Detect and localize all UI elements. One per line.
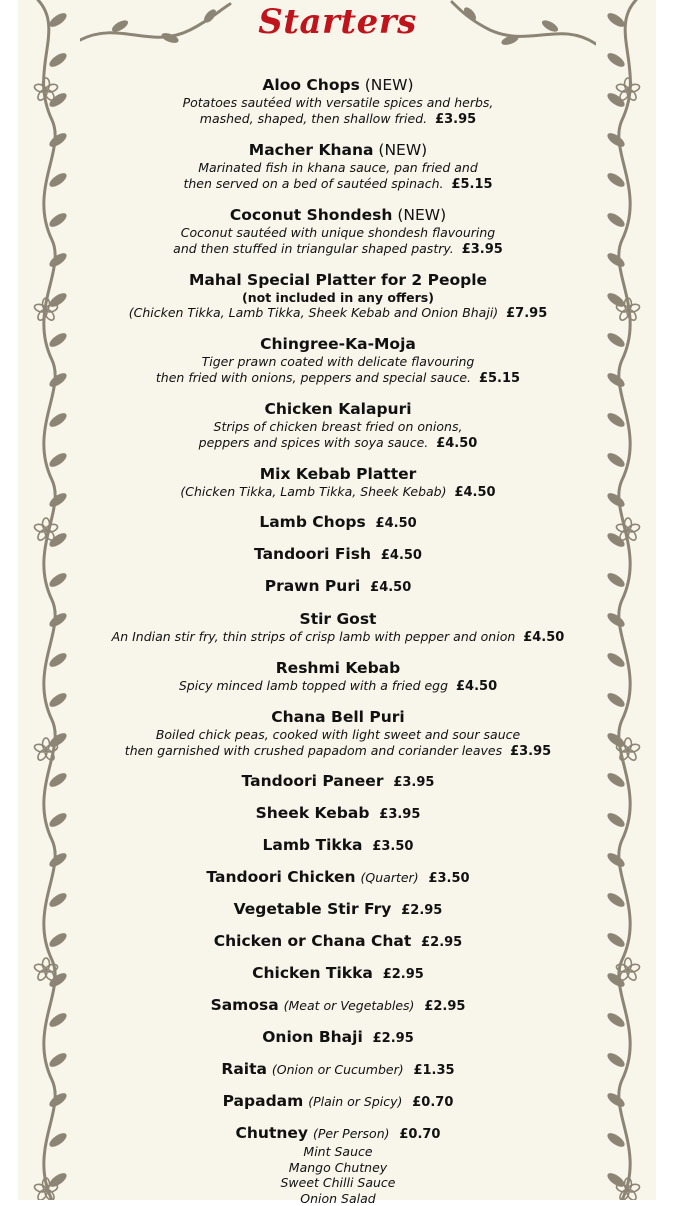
- dish-note: (Per Person): [312, 1126, 390, 1141]
- chutney-option: Onion Salad: [300, 1190, 376, 1206]
- menu-item-heading: [82, 141, 594, 160]
- dish-description: [82, 629, 594, 646]
- dish-price: £3.95: [510, 744, 552, 759]
- dish-price: £1.35: [413, 1063, 455, 1078]
- dish-name: Chicken or Chana Chat: [213, 932, 412, 950]
- menu-item-heading: [82, 900, 594, 920]
- menu-item: [82, 804, 594, 824]
- description-line: Potatoes sautéed with versatile spices and herbs,: [182, 95, 494, 110]
- menu-item-heading: [82, 465, 594, 484]
- dish-description: [82, 419, 594, 452]
- description-line: then served on a bed of sautéed spinach.: [183, 176, 444, 191]
- menu-item: [82, 932, 594, 952]
- menu-item-heading: [82, 932, 594, 952]
- dish-description: [82, 678, 594, 695]
- dish-description: [82, 484, 594, 501]
- description-line: then garnished with crushed papadom and coriander leaves: [124, 743, 503, 758]
- dish-description: [82, 727, 594, 760]
- dish-note: (Onion or Cucumber): [271, 1062, 404, 1077]
- menu-item: [82, 206, 594, 258]
- dish-name: Raita: [221, 1060, 267, 1078]
- description-line: Strips of chicken breast fried on onions,: [213, 419, 463, 434]
- dish-name: Reshmi Kebab: [275, 659, 401, 677]
- dish-price: £4.50: [436, 436, 478, 451]
- menu-item: [82, 513, 594, 533]
- dish-name: Samosa: [210, 996, 279, 1014]
- dish-description: [82, 225, 594, 258]
- menu-item-heading: [82, 964, 594, 984]
- dish-name: Prawn Puri: [264, 577, 361, 595]
- description-line: peppers and spices with soya sauce.: [198, 435, 429, 450]
- menu-item-heading: [82, 271, 594, 290]
- dish-name: Mix Kebab Platter: [259, 465, 417, 483]
- menu-item-heading: [82, 804, 594, 824]
- description-line: mashed, shaped, then shallow fried.: [199, 111, 428, 126]
- new-badge: (NEW): [364, 76, 414, 94]
- menu-item: [82, 1060, 594, 1080]
- menu-item: [82, 900, 594, 920]
- menu-item: [82, 1028, 594, 1048]
- dish-price: £4.50: [454, 485, 496, 500]
- chutney-options: [82, 1144, 594, 1206]
- menu-item-heading: [82, 996, 594, 1016]
- menu-item-heading: [82, 206, 594, 225]
- menu-item-heading: [82, 1028, 594, 1048]
- dish-name: Macher Khana: [248, 141, 374, 159]
- dish-name: Chingree-Ka-Moja: [260, 335, 416, 353]
- dish-price: £2.95: [424, 999, 466, 1014]
- description-line: Tiger prawn coated with delicate flavouring: [201, 354, 475, 369]
- new-badge: (NEW): [378, 141, 428, 159]
- dish-price: £4.50: [380, 548, 422, 563]
- dish-name: Mahal Special Platter for 2 People: [188, 271, 488, 289]
- dish-price: £4.50: [456, 679, 498, 694]
- dish-price: £3.50: [428, 871, 470, 886]
- dish-price: £2.95: [401, 903, 443, 918]
- dish-price: £2.95: [421, 935, 463, 950]
- dish-name: Tandoori Fish: [254, 545, 371, 563]
- menu-item: [82, 659, 594, 695]
- menu-item: [82, 1124, 594, 1206]
- description-line: then fried with onions, peppers and special sauce.: [155, 370, 472, 385]
- dish-description: [82, 160, 594, 193]
- dish-name: Vegetable Stir Fry: [233, 900, 392, 918]
- dish-description: [82, 95, 594, 128]
- menu-item-heading: [82, 545, 594, 565]
- menu-item: [82, 76, 594, 128]
- dish-subnote: (not included in any offers): [242, 290, 434, 305]
- dish-price: £7.95: [506, 306, 548, 321]
- dish-price: £3.95: [393, 775, 435, 790]
- menu-item-heading: [82, 577, 594, 597]
- dish-price: £0.70: [399, 1127, 441, 1142]
- menu-item: [82, 610, 594, 646]
- menu-item: [82, 996, 594, 1016]
- dish-price: £2.95: [382, 967, 424, 982]
- description-line: Boiled chick peas, cooked with light sweet and sour sauce: [155, 727, 521, 742]
- menu-item-heading: [82, 868, 594, 888]
- dish-price: £3.50: [372, 839, 414, 854]
- dish-name: Papadam: [222, 1092, 304, 1110]
- dish-name: Aloo Chops: [262, 76, 360, 94]
- menu-item-heading: [82, 400, 594, 419]
- chutney-option: Mint Sauce: [303, 1144, 373, 1159]
- menu-item: [82, 1092, 594, 1112]
- dish-price: £0.70: [412, 1095, 454, 1110]
- menu-item-heading: [82, 610, 594, 629]
- description-line: Marinated fish in khana sauce, pan fried and: [198, 160, 478, 175]
- menu-item: [82, 335, 594, 387]
- dish-name: Onion Bhaji: [262, 1028, 363, 1046]
- menu-item: [82, 868, 594, 888]
- menu-item: [82, 465, 594, 501]
- dish-price: £3.95: [435, 112, 477, 127]
- menu-item: [82, 964, 594, 984]
- menu-item-heading: [82, 836, 594, 856]
- dish-price: £3.95: [379, 807, 421, 822]
- dish-name: Chicken Kalapuri: [264, 400, 412, 418]
- dish-price: £3.95: [461, 242, 503, 257]
- menu-item: [82, 400, 594, 452]
- description-line: (Chicken Tikka, Lamb Tikka, Sheek Kebab): [180, 484, 447, 499]
- dish-note: (Quarter): [360, 870, 419, 885]
- menu-item-heading: [82, 1092, 594, 1112]
- dish-name: Coconut Shondesh: [229, 206, 393, 224]
- description-line: (Chicken Tikka, Lamb Tikka, Sheek Kebab and Onion Bhaji): [128, 305, 499, 320]
- dish-price: £5.15: [451, 177, 493, 192]
- menu-item-heading: [82, 513, 594, 533]
- starters-menu-list: [82, 76, 594, 1206]
- menu-item-heading: [82, 335, 594, 354]
- menu-item-heading: [82, 1060, 594, 1080]
- description-line: An Indian stir fry, thin strips of crisp lamb with pepper and onion: [111, 629, 516, 644]
- description-line: and then stuffed in triangular shaped pastry.: [173, 241, 454, 256]
- menu-item-heading: [82, 1124, 594, 1144]
- description-line: Spicy minced lamb topped with a fried egg: [178, 678, 449, 693]
- menu-item-heading: [82, 76, 594, 95]
- dish-name: Lamb Chops: [259, 513, 366, 531]
- dish-name: Lamb Tikka: [262, 836, 363, 854]
- dish-name: Tandoori Paneer: [241, 772, 384, 790]
- chutney-option: Mango Chutney: [288, 1159, 388, 1175]
- menu-item-heading: [82, 708, 594, 727]
- dish-name: Tandoori Chicken: [206, 868, 356, 886]
- dish-name: Stir Gost: [299, 610, 377, 628]
- floral-border-right: [596, 0, 656, 1200]
- page-title: Starters: [258, 2, 417, 42]
- chutney-option: Sweet Chilli Sauce: [280, 1175, 396, 1191]
- dish-name: Sheek Kebab: [255, 804, 370, 822]
- dish-name: Chicken Tikka: [252, 964, 373, 982]
- menu-item: [82, 708, 594, 760]
- dish-price: £4.50: [370, 580, 412, 595]
- menu-item: [82, 772, 594, 792]
- dish-name: Chana Bell Puri: [271, 708, 405, 726]
- dish-note: (Plain or Spicy): [308, 1094, 403, 1109]
- dish-note: (Meat or Vegetables): [283, 998, 415, 1013]
- new-badge: (NEW): [397, 206, 447, 224]
- menu-item: [82, 271, 594, 322]
- dish-description: [82, 354, 594, 387]
- dish-price: £4.50: [523, 630, 565, 645]
- dish-price: £5.15: [478, 371, 521, 386]
- floral-border-left: [18, 0, 80, 1200]
- dish-description: [82, 305, 594, 322]
- menu-item: [82, 836, 594, 856]
- dish-price: £2.95: [372, 1031, 414, 1046]
- dish-price: £4.50: [375, 516, 417, 531]
- dish-name: Chutney: [235, 1124, 309, 1142]
- menu-item: [82, 577, 594, 597]
- menu-item: [82, 141, 594, 193]
- menu-item-heading: [82, 772, 594, 792]
- description-line: Coconut sautéed with unique shondesh flavouring: [180, 225, 496, 240]
- menu-item: [82, 545, 594, 565]
- menu-item-heading: [82, 659, 594, 678]
